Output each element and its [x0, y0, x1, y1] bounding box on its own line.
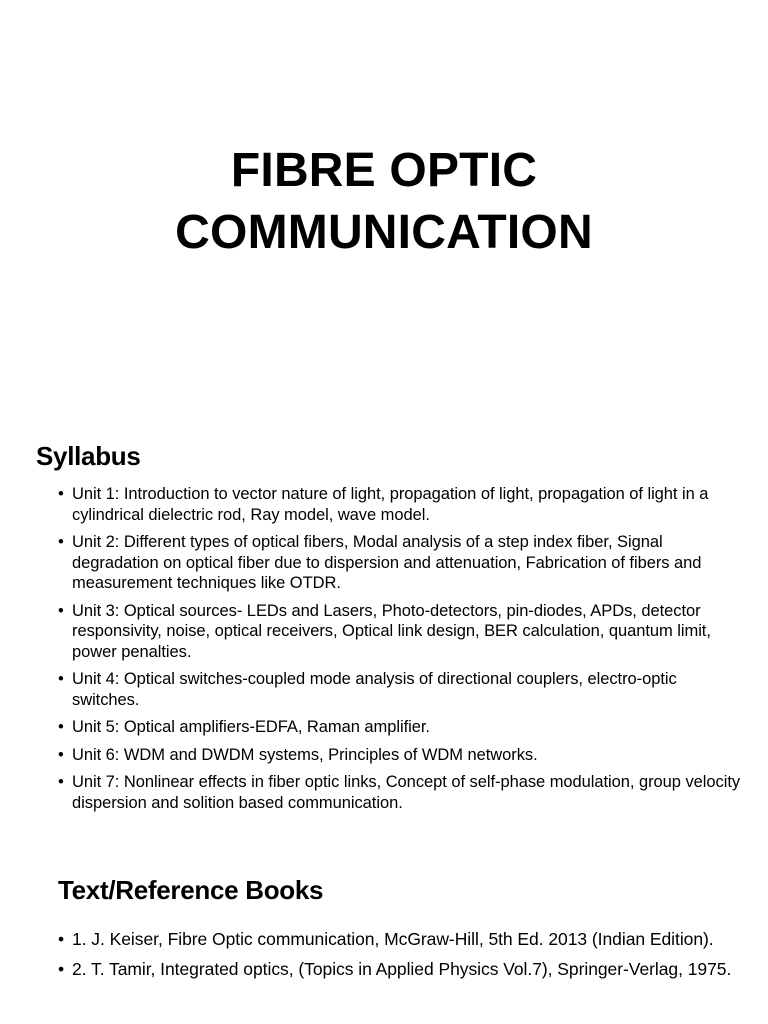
reference-books-slide [0, 860, 768, 1024]
bullet-icon: • [58, 773, 64, 791]
syllabus-heading: Syllabus [36, 441, 141, 471]
syllabus-item-unit-5 [58, 717, 748, 738]
book-item-text: 2. T. Tamir, Integrated optics, (Topics in Applied Physics Vol.7), Springer-Verlag, 1975. [72, 959, 732, 979]
syllabus-list [58, 484, 748, 820]
bullet-icon: • [58, 601, 64, 620]
syllabus-item-text: Unit 5: Optical amplifiers-EDFA, Raman amplifier. [72, 718, 430, 736]
book-item-text: 1. J. Keiser, Fibre Optic communication, McGraw-Hill, 5th Ed. 2013 (Indian Edition). [72, 929, 714, 949]
syllabus-item-text: Unit 1: Introduction to vector nature of light, propagation of light, propagation of light in a cylindrical dielectric rod, Ray model, wave model. [72, 485, 709, 524]
syllabus-item-unit-7 [58, 772, 748, 813]
syllabus-item-text: Unit 7: Nonlinear effects in fiber optic links, Concept of self-phase modulation, group velocity dispersion and solition based communication. [72, 773, 741, 812]
bullet-icon: • [58, 670, 64, 688]
books-heading: Text/Reference Books [58, 875, 324, 905]
syllabus-item-unit-6 [58, 745, 748, 766]
slide-title [0, 140, 768, 264]
syllabus-item-text: Unit 4: Optical switches-coupled mode analysis of directional couplers, electro-optic switches. [72, 670, 677, 709]
syllabus-item-text: Unit 6: WDM and DWDM systems, Principles of WDM networks. [72, 745, 538, 764]
bullet-icon: • [58, 533, 64, 551]
syllabus-item-unit-4 [58, 669, 748, 710]
syllabus-slide [0, 420, 768, 850]
syllabus-item-unit-1 [58, 484, 748, 525]
bullet-icon: • [58, 485, 64, 503]
title-line-2: COMMUNICATION [175, 206, 593, 259]
syllabus-item-unit-3 [58, 601, 748, 663]
syllabus-item-unit-2 [58, 532, 748, 594]
bullet-icon: • [58, 929, 65, 949]
title-slide [0, 0, 768, 400]
bullet-icon: • [58, 959, 65, 979]
bullet-icon: • [58, 745, 64, 764]
bullet-icon: • [58, 718, 64, 736]
book-item-1 [58, 928, 748, 950]
syllabus-item-text: Unit 3: Optical sources- LEDs and Lasers, Photo-detectors, pin-diodes, APDs, detector responsivity, noise, optical receivers, Optical link design, BER calculation, quantum limit, power penalties. [72, 601, 711, 661]
title-line-1: FIBRE OPTIC [230, 144, 538, 197]
book-item-2 [58, 958, 748, 980]
books-list [58, 928, 748, 988]
syllabus-item-text: Unit 2: Different types of optical fibers, Modal analysis of a step index fiber, Signal degradation on optical fiber due to dispersion and attenuation, Fabrication of fibers and measurement techniques like OTDR. [72, 533, 702, 592]
